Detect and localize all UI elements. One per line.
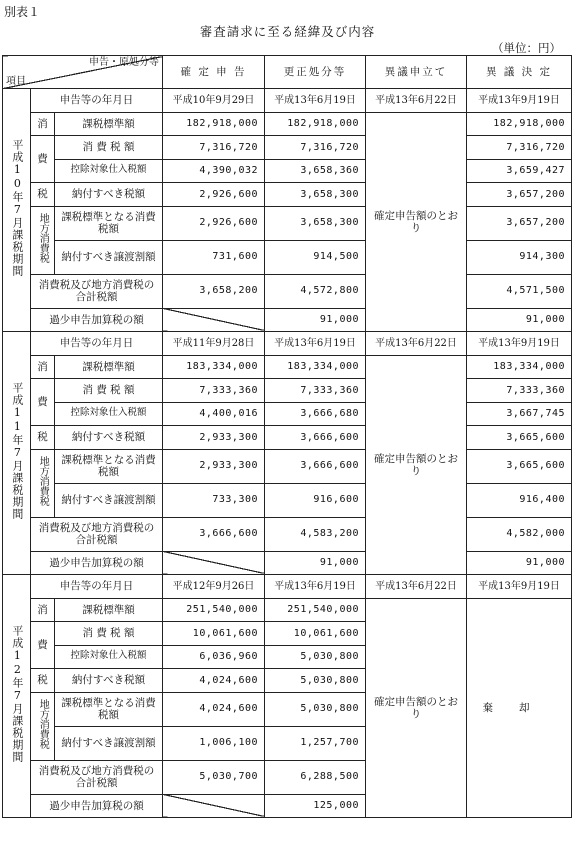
category-consumption-bottom: 税	[31, 669, 55, 693]
value-cell: 7,316,720	[265, 136, 366, 160]
value-cell: 182,918,000	[265, 112, 366, 136]
category-consumption-top: 消	[31, 112, 55, 136]
objection-cell: 確定申告額のとおり	[366, 112, 467, 332]
value-cell: 6,288,500	[265, 760, 366, 794]
value-cell: 3,657,200	[467, 206, 572, 240]
decision-cell: 棄却	[467, 598, 572, 818]
value-cell: 251,540,000	[265, 598, 366, 622]
value-cell: 91,000	[467, 308, 572, 332]
row-label-deductible: 控除対象仕入税額	[55, 402, 163, 426]
value-cell: 1,006,100	[163, 726, 265, 760]
row-label-local-base: 課税標準となる消費税額	[55, 206, 163, 240]
value-cell: 91,000	[467, 551, 572, 575]
row-label-total: 消費税及び地方消費税の合計税額	[31, 517, 163, 551]
value-cell: 7,316,720	[163, 136, 265, 160]
table-row-deductible	[3, 159, 572, 183]
date-row	[3, 89, 572, 113]
value-cell: 125,000	[265, 794, 366, 818]
table-row-tax-base	[3, 355, 572, 379]
value-cell: 183,334,000	[467, 355, 572, 379]
date-row	[3, 332, 572, 356]
value-cell: 5,030,700	[163, 760, 265, 794]
value-cell: 4,582,000	[467, 517, 572, 551]
value-cell: 4,583,200	[265, 517, 366, 551]
value-cell: 3,658,360	[265, 159, 366, 183]
table-row-penalty	[3, 551, 572, 575]
corner-bottom-label: 項目	[6, 75, 26, 87]
value-cell: 3,665,600	[467, 449, 572, 483]
value-cell: 5,030,800	[265, 669, 366, 693]
value-cell: 914,500	[265, 240, 366, 274]
value-cell: 3,659,427	[467, 159, 572, 183]
table-row-tax-base	[3, 598, 572, 622]
header-corner-cell	[3, 56, 163, 89]
value-cell: 7,333,360	[163, 379, 265, 403]
appendix-label: 別表１	[4, 5, 41, 19]
value-cell: 4,024,600	[163, 692, 265, 726]
value-cell: 183,334,000	[163, 355, 265, 379]
header-final-return: 確 定 申 告	[163, 56, 265, 89]
table-row-payable	[3, 426, 572, 450]
header-objection: 異議申立て	[366, 56, 467, 89]
row-label-consumption-tax: 消 費 税 額	[55, 622, 163, 646]
value-cell-empty	[163, 794, 265, 818]
value-cell: 4,390,032	[163, 159, 265, 183]
date-row	[3, 575, 572, 599]
date-cell: 平成13年6月22日	[366, 575, 467, 599]
objection-cell: 確定申告額のとおり	[366, 598, 467, 818]
date-cell: 平成13年6月19日	[265, 575, 366, 599]
row-label-tax-base: 課税標準額	[55, 598, 163, 622]
value-cell: 3,658,300	[265, 183, 366, 207]
value-cell: 4,400,016	[163, 402, 265, 426]
value-cell: 2,933,300	[163, 426, 265, 450]
value-cell: 7,333,360	[467, 379, 572, 403]
category-local-label: 地方消費税	[37, 213, 49, 264]
row-label-local-transfer: 納付すべき譲渡割額	[55, 483, 163, 517]
document-title: 審査請求に至る経緯及び内容	[199, 24, 376, 39]
table-row-local-transfer	[3, 240, 572, 274]
row-label-consumption-tax: 消 費 税 額	[55, 379, 163, 403]
period-label-cell	[3, 89, 31, 332]
category-consumption-mid: 費	[31, 622, 55, 669]
date-cell: 平成13年9月19日	[467, 89, 572, 113]
table-row-total	[3, 274, 572, 308]
value-cell: 731,600	[163, 240, 265, 274]
value-cell: 3,667,745	[467, 402, 572, 426]
row-label-payable: 納付すべき税額	[55, 426, 163, 450]
value-cell: 10,061,600	[163, 622, 265, 646]
unit-label: （単位：円）	[492, 41, 561, 55]
row-label-deductible: 控除対象仕入税額	[55, 159, 163, 183]
value-cell: 7,316,720	[467, 136, 572, 160]
category-local-tax	[31, 206, 55, 274]
date-cell: 平成13年9月19日	[467, 575, 572, 599]
value-cell: 916,400	[467, 483, 572, 517]
value-cell: 182,918,000	[467, 112, 572, 136]
date-cell: 平成13年6月22日	[366, 332, 467, 356]
value-cell: 3,666,680	[265, 402, 366, 426]
date-cell: 平成13年9月19日	[467, 332, 572, 356]
value-cell: 182,918,000	[163, 112, 265, 136]
table-row-deductible	[3, 402, 572, 426]
value-cell-empty	[163, 308, 265, 332]
value-cell: 3,666,600	[265, 426, 366, 450]
value-cell: 91,000	[265, 551, 366, 575]
table-row-payable	[3, 183, 572, 207]
value-cell: 4,571,500	[467, 274, 572, 308]
table-row-tax-base	[3, 112, 572, 136]
period-label: 平成11年7月課税期間	[10, 382, 24, 521]
date-cell: 平成13年6月19日	[265, 89, 366, 113]
value-cell: 3,666,600	[163, 517, 265, 551]
value-cell-empty	[163, 551, 265, 575]
date-cell: 平成11年9月28日	[163, 332, 265, 356]
row-label-total: 消費税及び地方消費税の合計税額	[31, 760, 163, 794]
value-cell: 10,061,600	[265, 622, 366, 646]
category-consumption-bottom: 税	[31, 426, 55, 450]
header-correction: 更正処分等	[265, 56, 366, 89]
row-label-consumption-tax: 消 費 税 額	[55, 136, 163, 160]
date-row-label: 申告等の年月日	[31, 575, 163, 599]
table-row-total	[3, 517, 572, 551]
category-local-label: 地方消費税	[37, 456, 49, 507]
category-local-tax	[31, 692, 55, 760]
value-cell: 916,600	[265, 483, 366, 517]
table-row-penalty	[3, 308, 572, 332]
value-cell: 3,658,300	[265, 206, 366, 240]
date-cell: 平成13年6月19日	[265, 332, 366, 356]
value-cell: 183,334,000	[265, 355, 366, 379]
period-label: 平成10年7月課税期間	[10, 139, 24, 278]
row-label-local-base: 課税標準となる消費税額	[55, 449, 163, 483]
value-cell: 3,657,200	[467, 183, 572, 207]
objection-cell: 確定申告額のとおり	[366, 355, 467, 575]
date-cell: 平成12年9月26日	[163, 575, 265, 599]
table-row-local-transfer	[3, 483, 572, 517]
value-cell: 1,257,700	[265, 726, 366, 760]
category-consumption-bottom: 税	[31, 183, 55, 207]
value-cell: 5,030,800	[265, 692, 366, 726]
row-label-penalty: 過少申告加算税の額	[31, 551, 163, 575]
value-cell: 4,024,600	[163, 669, 265, 693]
table-row-consumption-tax	[3, 379, 572, 403]
table-row-local-base	[3, 206, 572, 240]
value-cell: 2,926,600	[163, 206, 265, 240]
period-label-cell	[3, 332, 31, 575]
row-label-local-base: 課税標準となる消費税額	[55, 692, 163, 726]
value-cell: 914,300	[467, 240, 572, 274]
category-local-tax	[31, 449, 55, 517]
table-header-row	[3, 56, 572, 89]
header-decision: 異 議 決 定	[467, 56, 572, 89]
value-cell: 2,933,300	[163, 449, 265, 483]
row-label-local-transfer: 納付すべき譲渡割額	[55, 726, 163, 760]
category-consumption-top: 消	[31, 355, 55, 379]
period-label-cell	[3, 575, 31, 818]
table-row-local-base	[3, 449, 572, 483]
table-row-consumption-tax	[3, 136, 572, 160]
row-label-payable: 納付すべき税額	[55, 669, 163, 693]
row-label-payable: 納付すべき税額	[55, 183, 163, 207]
row-label-total: 消費税及び地方消費税の合計税額	[31, 274, 163, 308]
corner-top-label: 申告・原処分等	[89, 57, 160, 68]
date-row-label: 申告等の年月日	[31, 89, 163, 113]
row-label-penalty: 過少申告加算税の額	[31, 794, 163, 818]
date-cell: 平成13年6月22日	[366, 89, 467, 113]
appeal-history-table	[2, 55, 572, 818]
row-label-tax-base: 課税標準額	[55, 112, 163, 136]
row-label-local-transfer: 納付すべき譲渡割額	[55, 240, 163, 274]
value-cell: 4,572,800	[265, 274, 366, 308]
value-cell: 733,300	[163, 483, 265, 517]
period-label: 平成12年7月課税期間	[10, 625, 24, 764]
value-cell: 7,333,360	[265, 379, 366, 403]
row-label-deductible: 控除対象仕入税額	[55, 645, 163, 669]
value-cell: 2,926,600	[163, 183, 265, 207]
row-label-penalty: 過少申告加算税の額	[31, 308, 163, 332]
value-cell: 3,658,200	[163, 274, 265, 308]
category-consumption-mid: 費	[31, 379, 55, 426]
date-cell: 平成10年9月29日	[163, 89, 265, 113]
value-cell: 5,030,800	[265, 645, 366, 669]
value-cell: 251,540,000	[163, 598, 265, 622]
date-row-label: 申告等の年月日	[31, 332, 163, 356]
category-consumption-top: 消	[31, 598, 55, 622]
value-cell: 6,036,960	[163, 645, 265, 669]
value-cell: 3,665,600	[467, 426, 572, 450]
row-label-tax-base: 課税標準額	[55, 355, 163, 379]
category-consumption-mid: 費	[31, 136, 55, 183]
value-cell: 3,666,600	[265, 449, 366, 483]
value-cell: 91,000	[265, 308, 366, 332]
category-local-label: 地方消費税	[37, 699, 49, 750]
